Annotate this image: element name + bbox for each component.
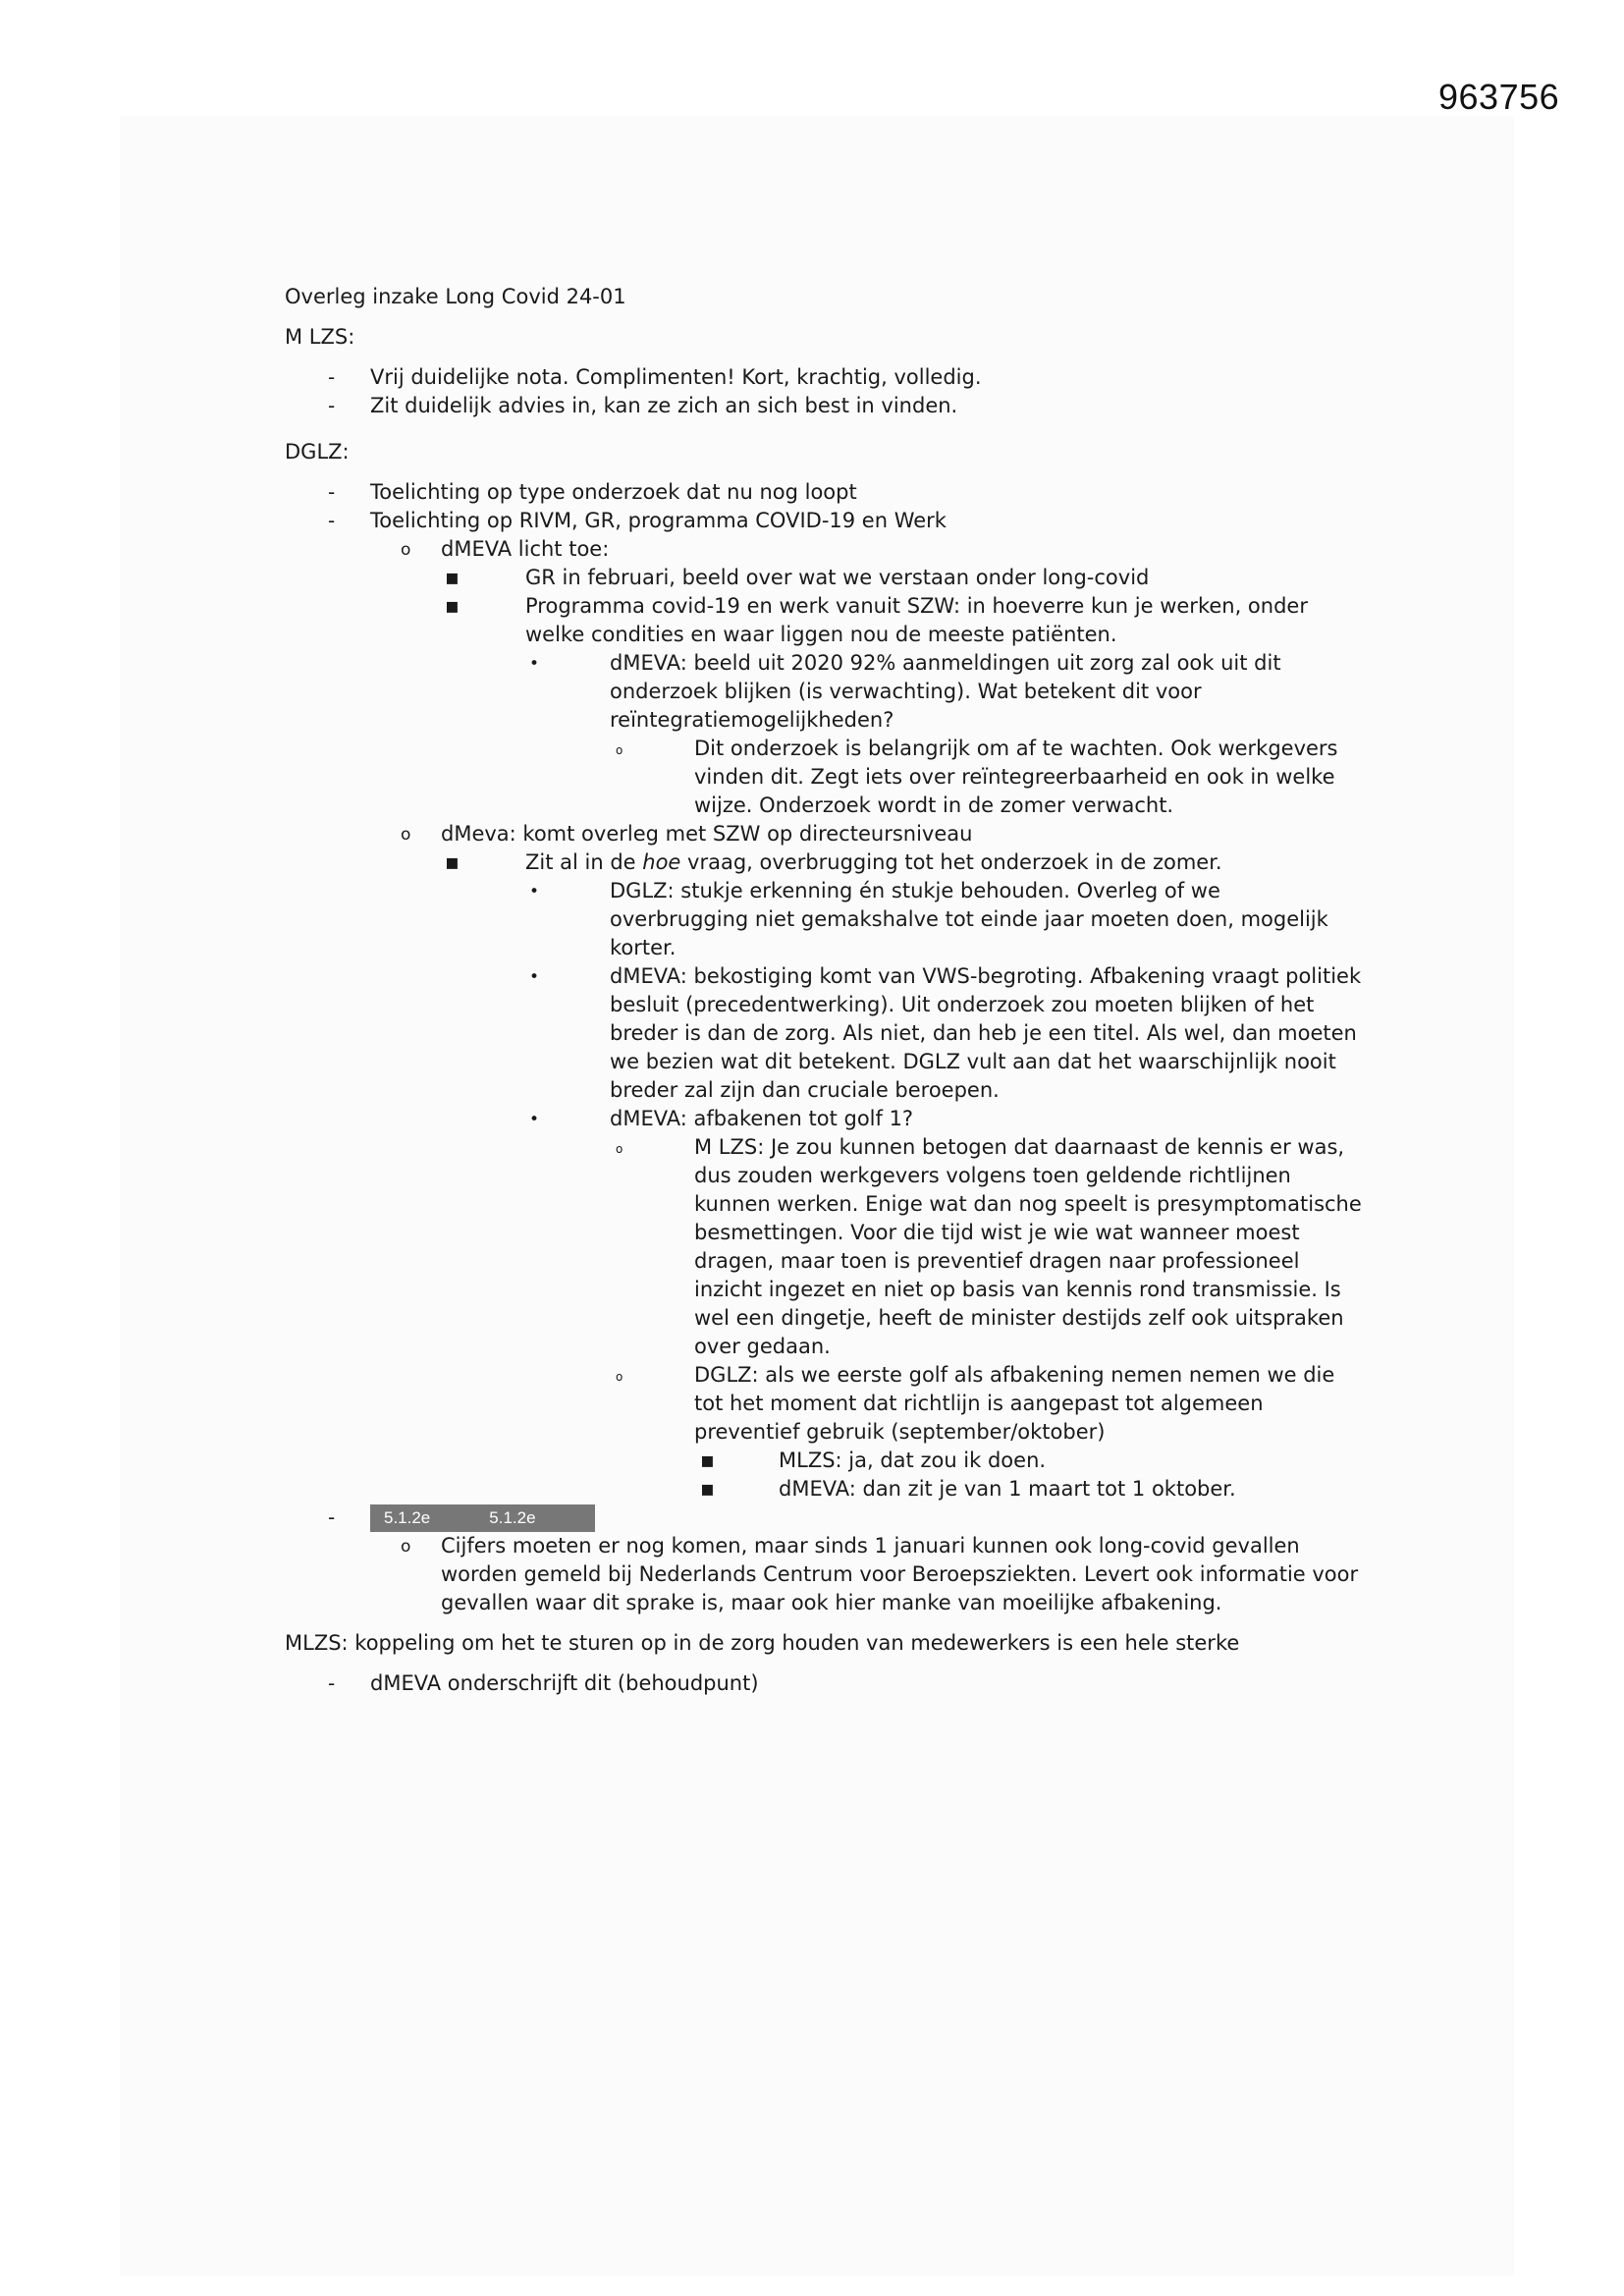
sublist bbox=[694, 1447, 1365, 1503]
square-bullet: ▪ bbox=[445, 566, 460, 590]
list-item bbox=[285, 1503, 1365, 1617]
square-bullet: ▪ bbox=[700, 1477, 715, 1502]
list-item: o Dit onderzoek is belangrijk om af te wachten. Ook werkgevers vinden dit. Zegt iets over reïntegreerbaarheid en ook in welke wijze. Onderzoek wordt in de zomer verwacht. bbox=[616, 737, 1338, 817]
square-bullet: ▪ bbox=[445, 594, 460, 619]
sublist bbox=[370, 1532, 1365, 1617]
closing-paragraph: MLZS: koppeling om het te sturen op in de zorg houden van medewerkers is een hele sterke bbox=[285, 1631, 1240, 1655]
dash-bullet: - bbox=[328, 1505, 336, 1529]
list-item: • dMEVA: afbakenen tot golf 1? o M LZS: Je zou kunnen betogen dat daarnaast de kennis er was, dus zouden werkgevers volgens toen geldende richtlijnen kunnen werken. Enige wat dan nog speelt is presymptomatische besmettingen. Voor die tijd wist je wie wat wanneer moest dragen, maar toen is preventief dragen naar professioneel inzicht ingezet en niet op basis van kennis rond transmissie. Is wel een dingetje, heeft de minister destijds zelf ook uitspraken over gedaan. o DGLZ: als we eerste golf als afbakening nemen nemen we die tot het moment dat richtlijn is aangepast tot algemeen preventief gebruik (september/oktober) ▪ MLZS: ja, dat zou ik doen. ▪ dMEVA: dan zit je van 1 maart tot 1 oktober. bbox=[525, 1105, 1365, 1503]
dash-bullet: - bbox=[328, 365, 336, 389]
square-bullet: ▪ bbox=[445, 850, 460, 875]
list-item: • dMEVA: bekostiging komt van VWS-begroting. Afbakening vraagt politiek besluit (precedentwerking). Uit onderzoek zou moeten blijken of het breder is dan de zorg. Als niet, dan heb je een titel. Als wel, dan moeten we bezien wat dit betekent. DGLZ vult aan dat het waarschijnlijk nooit breder zal zijn dan cruciale beroepen. bbox=[529, 964, 1362, 1102]
list-item: - Toelichting op RIVM, GR, programma COVID-19 en Werk o dMEVA licht toe: ▪ GR in februari, beeld over wat we verstaan onder long-covid ▪ Programma covid-19 en werk vanuit SZW: in hoeverre kun je werken, onder welke condities en waar liggen nou de meeste patiënten. • dMEVA: beeld uit 2020 92% aanmeldingen uit zorg zal ook uit dit onderzoek blijken (is verwachting). Wat betekent dit voor reïntegratiemogelijkheden? o Dit onderzoek is belangrijk om af te wachten. Ook werkgevers vinden dit. Zegt iets over reïntegreerbaarheid en ook in welke wijze. Onderzoek wordt in de zomer verwacht. o dMeva: komt overleg met SZW op directeursniveau ▪ Zit al in de hoe vraag, overbrugging tot het onderzoek in de zomer. • DGLZ: stukje erkenning én stukje behouden. Overleg of we overbrugging niet gemakshalve tot einde jaar moeten doen, mogelijk korter. • dMEVA: bekostiging komt van VWS-begroting. Afbakening vraagt politiek besluit (precedentwerking). Uit onderzoek zou moeten blijken of het breder is dan de zorg. Als niet, dan heb je een titel. Als wel, dan moeten we bezien wat dit betekent. DGLZ vult aan dat het waarschijnlijk nooit breder zal zijn dan cruciale beroepen. • dMEVA: afbakenen tot golf 1? o M LZS: Je zou kunnen betogen dat daarnaast de kennis er was, dus zouden werkgevers volgens toen geldende richtlijnen kunnen werken. Enige wat dan nog speelt is presymptomatische besmettingen. Voor die tijd wist je wie wat wanneer moest dragen, maar toen is preventief dragen naar professioneel inzicht ingezet en niet op basis van kennis rond transmissie. Is wel een dingetje, heeft de minister destijds zelf ook uitspraken over gedaan. o DGLZ: als we eerste golf als afbakening nemen nemen we die tot het moment dat richtlijn is aangepast tot algemeen preventief gebruik (september/oktober) ▪ MLZS: ja, dat zou ik doen. ▪ dMEVA: dan zit je van 1 maart tot 1 oktober. bbox=[285, 507, 1365, 1503]
list-item: - Vrij duidelijke nota. Complimenten! Kort, krachtig, volledig. bbox=[285, 363, 1365, 392]
list-item: o dMeva: komt overleg met SZW op directeursniveau ▪ Zit al in de hoe vraag, overbrugging tot het onderzoek in de zomer. • DGLZ: stukje erkenning én stukje behouden. Overleg of we overbrugging niet gemakshalve tot einde jaar moeten doen, mogelijk korter. • dMEVA: bekostiging komt van VWS-begroting. Afbakening vraagt politiek besluit (precedentwerking). Uit onderzoek zou moeten blijken of het breder is dan de zorg. Als niet, dan heb je een titel. Als wel, dan moeten we bezien wat dit betekent. DGLZ vult aan dat het waarschijnlijk nooit breder zal zijn dan cruciale beroepen. • dMEVA: afbakenen tot golf 1? o M LZS: Je zou kunnen betogen dat daarnaast de kennis er was, dus zouden werkgevers volgens toen geldende richtlijnen kunnen werken. Enige wat dan nog speelt is presymptomatische besmettingen. Voor die tijd wist je wie wat wanneer moest dragen, maar toen is preventief dragen naar professioneel inzicht ingezet en niet op basis van kennis rond transmissie. Is wel een dingetje, heeft de minister destijds zelf ook uitspraken over gedaan. o DGLZ: als we eerste golf als afbakening nemen nemen we die tot het moment dat richtlijn is aangepast tot algemeen preventief gebruik (september/oktober) ▪ MLZS: ja, dat zou ik doen. ▪ dMEVA: dan zit je van 1 maart tot 1 oktober. bbox=[370, 820, 1365, 1503]
mlzs-list bbox=[285, 363, 1365, 420]
sublist bbox=[441, 848, 1365, 1503]
dash-bullet: - bbox=[328, 480, 336, 504]
list-item: • dMEVA: beeld uit 2020 92% aanmeldingen uit zorg zal ook uit dit onderzoek blijken (is verwachting). Wat betekent dit voor reïntegratiemogelijkheden? o Dit onderzoek is belangrijk om af te wachten. Ook werkgevers vinden dit. Zegt iets over reïntegreerbaarheid en ook in welke wijze. Onderzoek wordt in de zomer verwacht. bbox=[525, 649, 1365, 820]
list-item: o DGLZ: als we eerste golf als afbakening nemen nemen we die tot het moment dat richtlijn is aangepast tot algemeen preventief gebruik (september/oktober) ▪ MLZS: ja, dat zou ik doen. ▪ dMEVA: dan zit je van 1 maart tot 1 oktober. bbox=[610, 1361, 1365, 1503]
dot-bullet: • bbox=[529, 654, 540, 674]
sublist bbox=[610, 735, 1365, 820]
closing-list bbox=[285, 1669, 1365, 1698]
section-heading-mlzs: M LZS: bbox=[285, 325, 355, 349]
list-item: o dMEVA licht toe: ▪ GR in februari, beeld over wat we verstaan onder long-covid ▪ Programma covid-19 en werk vanuit SZW: in hoeverre kun je werken, onder welke condities en waar liggen nou de meeste patiënten. • dMEVA: beeld uit 2020 92% aanmeldingen uit zorg zal ook uit dit onderzoek blijken (is verwachting). Wat betekent dit voor reïntegratiemogelijkheden? o Dit onderzoek is belangrijk om af te wachten. Ook werkgevers vinden dit. Zegt iets over reïntegreerbaarheid en ook in welke wijze. Onderzoek wordt in de zomer verwacht. bbox=[370, 535, 1365, 820]
circle-bullet: o bbox=[401, 1537, 411, 1557]
dash-bullet: - bbox=[328, 394, 336, 417]
square-bullet: ▪ bbox=[700, 1449, 715, 1473]
dglz-list bbox=[285, 478, 1365, 1617]
dot-bullet: • bbox=[529, 882, 540, 902]
list-item: o M LZS: Je zou kunnen betogen dat daarnaast de kennis er was, dus zouden werkgevers volgens toen geldende richtlijnen kunnen werken. Enige wat dan nog speelt is presymptomatische besmettingen. Voor die tijd wist je wie wat wanneer moest dragen, maar toen is preventief dragen naar professioneel inzicht ingezet en niet op basis van kennis rond transmissie. Is wel een dingetje, heeft de minister destijds zelf ook uitspraken over gedaan. bbox=[616, 1135, 1362, 1358]
circle-bullet: o bbox=[401, 825, 411, 845]
document-title: Overleg inzake Long Covid 24-01 bbox=[285, 285, 626, 308]
sublist bbox=[525, 649, 1365, 820]
list-item: - dMEVA onderschrijft dit (behoudpunt) bbox=[285, 1669, 1365, 1698]
dot-bullet: • bbox=[529, 1110, 540, 1129]
circle-bullet: o bbox=[401, 540, 411, 560]
list-item: ▪ MLZS: ja, dat zou ik doen. bbox=[700, 1449, 1047, 1473]
list-item: ▪ Programma covid-19 en werk vanuit SZW: in hoeverre kun je werken, onder welke condities en waar liggen nou de meeste patiënten. • dMEVA: beeld uit 2020 92% aanmeldingen uit zorg zal ook uit dit onderzoek blijken (is verwachting). Wat betekent dit voor reïntegratiemogelijkheden? o Dit onderzoek is belangrijk om af te wachten. Ook werkgevers vinden dit. Zegt iets over reïntegreerbaarheid en ook in welke wijze. Onderzoek wordt in de zomer verwacht. bbox=[441, 592, 1365, 820]
list-item: • DGLZ: stukje erkenning én stukje behouden. Overleg of we overbrugging niet gemakshalve tot einde jaar moeten doen, mogelijk korter. bbox=[529, 879, 1328, 959]
dash-bullet: - bbox=[328, 1671, 336, 1695]
list-item: - Zit duidelijk advies in, kan ze zich an sich best in vinden. bbox=[285, 392, 1365, 420]
circle-bullet: o bbox=[616, 743, 623, 757]
sublist bbox=[370, 535, 1365, 1503]
sublist bbox=[525, 877, 1365, 1503]
list-item: o Cijfers moeten er nog komen, maar sinds 1 januari kunnen ook long-covid gevallen worden gemeld bij Nederlands Centrum voor Beroepsziekten. Levert ook informatie voor gevallen waar dit sprake is, maar ook hier manke van moeilijke afbakening. bbox=[401, 1534, 1359, 1614]
list-item: ▪ Zit al in de hoe vraag, overbrugging tot het onderzoek in de zomer. • DGLZ: stukje erkenning én stukje behouden. Overleg of we overbrugging niet gemakshalve tot einde jaar moeten doen, mogelijk korter. • dMEVA: bekostiging komt van VWS-begroting. Afbakening vraagt politiek besluit (precedentwerking). Uit onderzoek zou moeten blijken of het breder is dan de zorg. Als niet, dan heb je een titel. Als wel, dan moeten we bezien wat dit betekent. DGLZ vult aan dat het waarschijnlijk nooit breder zal zijn dan cruciale beroepen. • dMEVA: afbakenen tot golf 1? o M LZS: Je zou kunnen betogen dat daarnaast de kennis er was, dus zouden werkgevers volgens toen geldende richtlijnen kunnen werken. Enige wat dan nog speelt is presymptomatische besmettingen. Voor die tijd wist je wie wat wanneer moest dragen, maar toen is preventief dragen naar professioneel inzicht ingezet en niet op basis van kennis rond transmissie. Is wel een dingetje, heeft de minister destijds zelf ook uitspraken over gedaan. o DGLZ: als we eerste golf als afbakening nemen nemen we die tot het moment dat richtlijn is aangepast tot algemeen preventief gebruik (september/oktober) ▪ MLZS: ja, dat zou ik doen. ▪ dMEVA: dan zit je van 1 maart tot 1 oktober. bbox=[441, 848, 1365, 1503]
sublist bbox=[610, 1133, 1365, 1503]
sublist bbox=[441, 564, 1365, 820]
circle-bullet: o bbox=[616, 1370, 623, 1384]
dash-bullet: - bbox=[328, 509, 336, 532]
circle-bullet: o bbox=[616, 1142, 623, 1156]
document-number: 963756 bbox=[1438, 77, 1560, 117]
list-item: ▪ dMEVA: dan zit je van 1 maart tot 1 oktober. bbox=[700, 1477, 1236, 1502]
list-item: ▪ GR in februari, beeld over wat we verstaan onder long-covid bbox=[445, 566, 1150, 590]
redaction-block: 5.1.2e 5.1.2e bbox=[370, 1504, 595, 1532]
section-heading-dglz: DGLZ: bbox=[285, 440, 350, 464]
dot-bullet: • bbox=[529, 967, 540, 987]
list-item: - Toelichting op type onderzoek dat nu nog loopt bbox=[285, 478, 1365, 507]
document-body bbox=[285, 283, 1365, 1698]
